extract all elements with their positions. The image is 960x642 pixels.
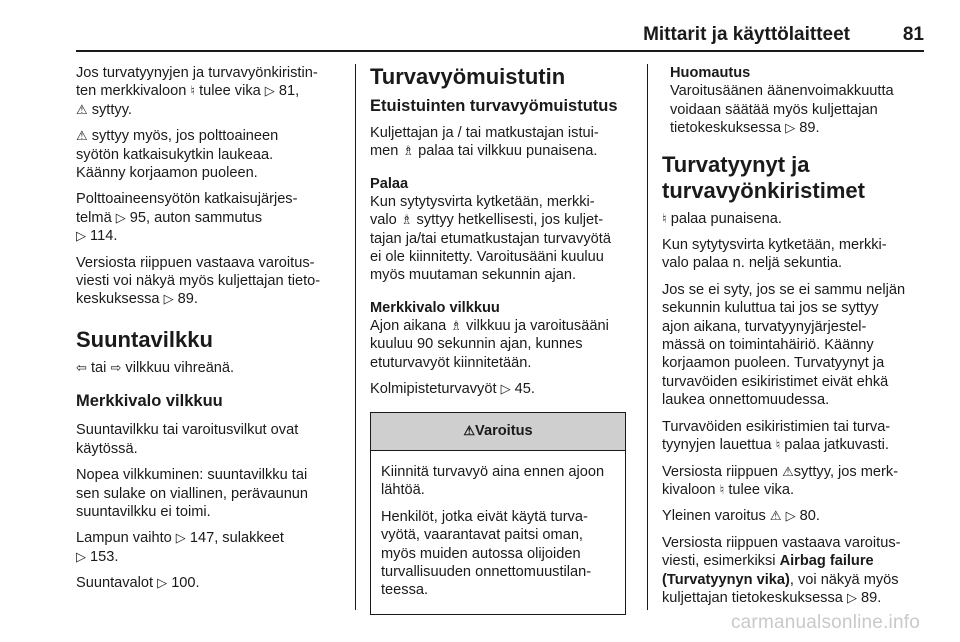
paragraph: Lampun vaihto ▷ 147, sulakkeet ▷ 153.	[76, 530, 284, 565]
watermark: carmanualsonline.info	[730, 612, 920, 633]
paragraph: Kun sytytysvirta kytketään, merkki- valo palaa n. neljä sekuntia.	[662, 237, 887, 272]
column-3	[662, 64, 928, 615]
reference-arrow-icon: ▷	[175, 530, 186, 546]
paragraph: Versiosta riippuen vastaava varoitus- viesti voi näkyä myös kuljettajan tieto- keskuksessa ▷ 89.	[76, 254, 321, 308]
airbag-icon: ♮	[662, 210, 667, 226]
section-heading: Suuntavilkku	[76, 326, 213, 352]
seatbelt-icon: ♗	[402, 143, 415, 159]
paragraph: Versiosta riippuen vastaava varoitus- viesti, esimerkiksi Airbag failure (Turvatyynyn vika), voi näkyä myös kuljettajan tietokeskuksessa ▷ 89.	[662, 534, 901, 606]
airbag-icon: ♮	[190, 83, 196, 99]
reference-arrow-icon: ▷	[76, 228, 86, 244]
note-title: Huomautus	[670, 65, 751, 81]
paragraph-heading: Merkkivalo vilkkuu	[370, 299, 500, 316]
warning-title: Varoitus	[475, 423, 533, 440]
airbag-icon: ♮	[775, 437, 781, 453]
paragraph: Kolmipisteturvavyöt ▷ 45.	[370, 381, 535, 398]
note-block: Huomautus Varoitusäänen äänenvoimakkuutta voidaan säätää myös kuljettajan tietokeskuksessa ▷ 89.	[662, 64, 928, 138]
reference-arrow-icon: ▷	[157, 575, 168, 591]
reference-arrow-icon: ▷	[846, 589, 857, 605]
column-1	[76, 64, 344, 601]
page-number: 81	[902, 24, 924, 45]
paragraph: Jos se ei syty, jos se ei sammu neljän sekunnin kuluttua tai jos se syttyy ajon aikana, turvatyynyjärjestel- mässä on toimintahäiriö. Käänny korjaamon puoleen. Turvatyynyt ja turvavöiden esikiristimet eivät ehkä laukea onnettomuudessa.	[662, 281, 906, 409]
warning-icon: ⚠	[76, 128, 88, 144]
warning-box-header	[371, 413, 625, 450]
paragraph: Jos turvatyynyjen ja turvavyönkiristin- ten merkkivaloon ♮ tulee vika ▷ 81, ⚠ syttyy.	[76, 65, 318, 118]
paragraph-heading: Palaa	[370, 175, 409, 192]
paragraph: Kuljettajan ja / tai matkustajan istui- men ♗ palaa tai vilkkuu punaisena.	[370, 125, 599, 160]
reference-arrow-icon: ▷	[76, 548, 86, 564]
reference-arrow-icon: ▷	[500, 381, 511, 397]
subsection-heading: Merkkivalo vilkkuu	[76, 392, 223, 411]
paragraph: ⚠ syttyy myös, jos polttoaineen syötön katkaisukytkin laukeaa. Käänny korjaamon puoleen.	[76, 128, 279, 182]
warning-box-body	[371, 451, 625, 614]
header-rule	[76, 50, 924, 52]
airbag-icon: ♮	[719, 481, 725, 497]
warning-icon: ⚠	[769, 508, 782, 524]
paragraph: Henkilöt, jotka eivät käytä turva- vyötä, vaarantavat paitsi oman, myös muiden autossa olijoiden turvallisuuden onnettomuustilan- teessa.	[381, 508, 592, 599]
reference-arrow-icon: ▷	[264, 83, 275, 99]
column-2	[370, 64, 634, 615]
reference-arrow-icon: ▷	[115, 209, 126, 225]
warning-icon: ⚠	[76, 101, 88, 117]
paragraph: Suuntavalot ▷ 100.	[76, 575, 200, 592]
paragraph: Suuntavilkku tai varoitusvilkut ovat käytössä.	[76, 422, 299, 457]
seatbelt-icon: ♗	[450, 317, 462, 333]
reference-arrow-icon: ▷	[163, 291, 174, 307]
subsection-heading: Etuistuinten turvavyömuistutus	[370, 97, 618, 115]
paragraph: ♮ palaa punaisena.	[662, 210, 782, 227]
header-title: Mittarit ja käyttölaitteet	[643, 24, 850, 45]
paragraph: Polttoaineensyötön katkaisujärjes- telmä ▷ 95, auton sammutus ▷ 114.	[76, 191, 298, 245]
arrow-right-icon: ⇨	[110, 359, 122, 375]
seatbelt-icon: ♗	[400, 212, 413, 228]
paragraph: Yleinen varoitus ⚠ ▷ 80.	[662, 508, 820, 525]
reference-arrow-icon: ▷	[785, 120, 796, 136]
paragraph: Versiosta riippuen ⚠syttyy, jos merk- kivaloon ♮ tulee vika.	[662, 463, 899, 498]
column-divider-2	[647, 64, 648, 610]
paragraph: Turvavöiden esikiristimien tai turva- tyynyjen lauettua ♮ palaa jatkuvasti.	[662, 418, 891, 454]
paragraph: Nopea vilkkuminen: suuntavilkku tai sen sulake on viallinen, perävaunun suuntavilkku ei toimi.	[76, 467, 309, 520]
arrow-left-icon: ⇦	[76, 359, 87, 375]
section-heading: Turvatyynyt ja turvavyönkiristimet	[662, 151, 865, 203]
paragraph: Ajon aikana ♗ vilkkuu ja varoitusääni kuuluu 90 sekunnin ajan, kunnes etuturvavyöt kiinnitetään.	[370, 317, 609, 371]
paragraph: ⇦ tai ⇨ vilkkuu vihreänä.	[76, 359, 235, 376]
column-divider-1	[355, 64, 356, 610]
paragraph: Kun sytytysvirta kytketään, merkki- valo ♗ syttyy hetkellisesti, jos kuljet- tajan ja/tai etumatkustajan turvavyötä ei ole kiinnitetty. Varoitusääni kuuluu myös muutaman sekunnin ajan.	[370, 193, 611, 284]
warning-icon: ⚠	[463, 423, 476, 439]
section-heading: Turvavyömuistutin	[370, 64, 566, 89]
warning-icon: ⚠	[782, 463, 794, 479]
warning-box	[370, 412, 626, 614]
reference-arrow-icon: ▷	[785, 508, 796, 524]
paragraph: Kiinnitä turvavyö aina ennen ajoon lähtöä.	[381, 463, 605, 499]
